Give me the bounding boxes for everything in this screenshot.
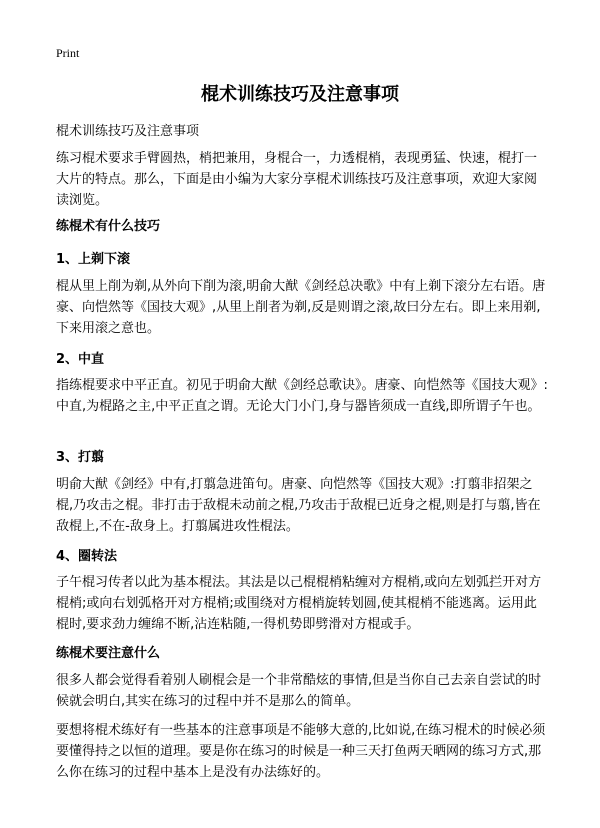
item-heading-2: 2、中直	[56, 352, 105, 367]
section-heading-techniques: 练棍术有什么技巧	[56, 219, 161, 234]
print-label: Print	[56, 46, 80, 60]
item-body-2: 指练棍要求中平正直。初见于明俞大猷《剑经总歌诀》。唐豪、向恺然等《国技大观》:中直,为棍路之主,中平正直之谓。无论大门小门,身与器皆须成一直线,即所谓子午也。	[56, 378, 548, 414]
page-title: 棍术训练技巧及注意事项	[201, 84, 399, 105]
section-heading-precautions: 练棍术要注意什么	[56, 646, 161, 661]
item-body-3: 明俞大猷《剑经》中有,打翦急进笛句。唐豪、向恺然等《国技大观》:打翦非招架之棍,乃攻击之棍。非打击于敌棍未动前之棍,乃攻击于敌棍已近身之棍,则是打与翦,皆在敌棍上,不在-敌身上。打翦属进攻性棍法。	[56, 477, 541, 534]
precautions-paragraph-1: 很多人都会觉得看着别人刷棍会是一个非常酷炫的事情,但是当你自己去亲自尝试的时候就会明白,其实在练习的过程中并不是那么的简单。	[56, 673, 542, 709]
document-subtitle: 棍术训练技巧及注意事项	[56, 124, 200, 139]
item-heading-4: 4、圈转法	[56, 549, 118, 564]
precautions-paragraph-2: 要想将棍术练好有一些基本的注意事项是不能够大意的,比如说,在练习棍术的时候必须要懂得持之以恒的道理。要是你在练习的时候是一种三天打鱼两天晒网的练习方式,那么你在练习的过程中基本上是没有办法练好的。	[56, 723, 546, 780]
item-heading-3: 3、打翦	[56, 450, 105, 465]
item-body-4: 子午棍习传者以此为基本棍法。其法是以己棍棍梢粘缠对方棍梢,或向左划弧拦开对方棍梢;或向右划弧格开对方棍梢;或围绕对方棍梢旋转划圆,使其棍梢不能逃离。运用此棍时,要求劲力缠绵不断,沾连粘随,一得机势即劈滑对方棍或手。	[56, 575, 542, 632]
intro-paragraph: 练习棍术要求手臂圆热，梢把兼用，身棍合一，力透棍梢，表现勇猛、快速，棍打一大片的特点。那么，下面是由小编为大家分享棍术训练技巧及注意事项，欢迎大家阅读浏览。	[56, 151, 538, 208]
item-heading-1: 1、上剃下滚	[56, 252, 131, 267]
item-body-1: 棍从里上削为剃,从外向下削为滚,明俞大猷《剑经总决歌》中有上剃下滚分左右语。唐豪、向恺然等《国技大观》,从里上削者为剃,反是则谓之滚,故曰分左右。即上来用剃,下来用滚之意也。	[56, 279, 546, 336]
